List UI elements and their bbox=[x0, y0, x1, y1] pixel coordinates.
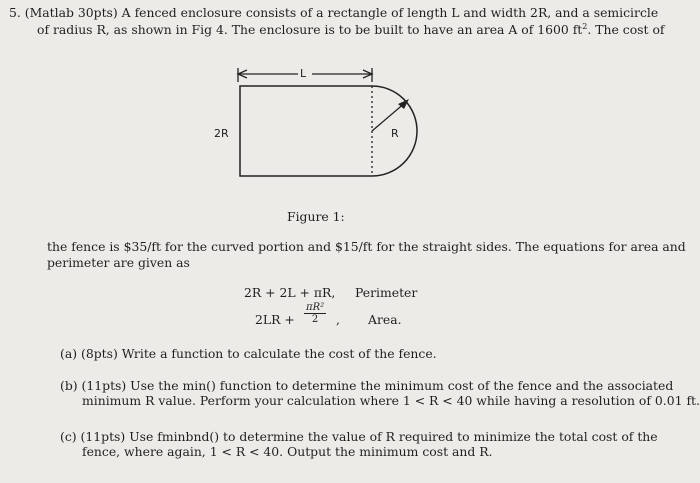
problem-line-1: 5. (Matlab 30pts) A fenced enclosure consists of a rectangle of length L and width 2R, and a semicircle bbox=[9, 5, 659, 20]
radius-label: R bbox=[391, 127, 399, 140]
perimeter-equation: 2R + 2L + πR, bbox=[244, 285, 336, 300]
part-b-line-1: (b) (11pts) Use the min() function to determine the minimum cost of the fence and the associated bbox=[60, 378, 674, 393]
part-c-line-2: fence, where again, 1 < R < 40. Output the minimum cost and R. bbox=[82, 444, 493, 459]
area-fraction-numerator: πR² bbox=[306, 302, 325, 313]
width-label: 2R bbox=[214, 127, 229, 140]
area-equation-comma: , bbox=[336, 312, 340, 327]
figure-caption: Figure 1: bbox=[287, 209, 345, 224]
area-label: Area. bbox=[368, 312, 402, 327]
paragraph-line-1: the fence is $35/ft for the curved portion and $15/ft for the straight sides. The equations for area and bbox=[47, 239, 686, 254]
area-fraction-denominator: 2 bbox=[311, 314, 319, 325]
perimeter-label: Perimeter bbox=[355, 285, 418, 300]
part-a: (a) (8pts) Write a function to calculate the cost of the fence. bbox=[60, 346, 437, 361]
superscript-2: 2 bbox=[582, 21, 588, 31]
problem-line-2: of radius R, as shown in Fig 4. The enclosure is to be built to have an area A of 1600 $ft^2$. The cost of bbox=[37, 21, 665, 37]
part-c-line-1: (c) (11pts) Use fminbnd() to determine the value of R required to minimize the total cost of the bbox=[60, 429, 658, 444]
paragraph-line-2: perimeter are given as bbox=[47, 255, 190, 270]
rectangle-outline bbox=[240, 86, 372, 176]
length-label: L bbox=[300, 67, 307, 80]
area-equation-left: 2LR + bbox=[255, 312, 295, 327]
area-fraction bbox=[304, 302, 326, 325]
part-b-line-2: minimum R value. Perform your calculation where 1 < R < 40 while having a resolution of 0.01 ft. bbox=[82, 393, 700, 408]
